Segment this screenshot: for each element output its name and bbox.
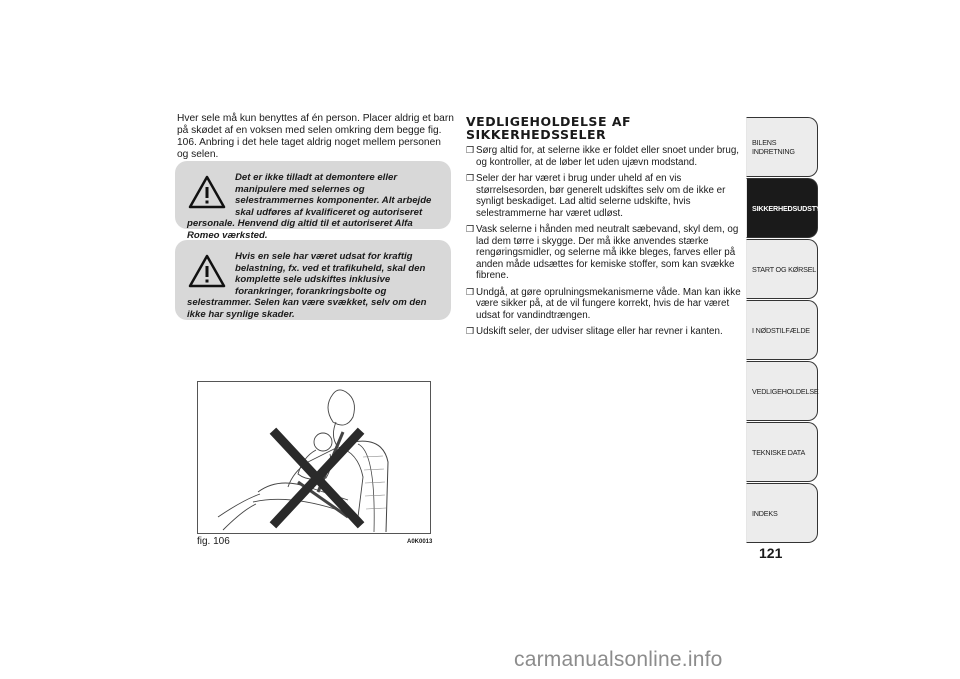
- tab-bilens-indretning[interactable]: BILENS INDRETNING: [746, 117, 818, 177]
- list-item: [466, 287, 746, 322]
- list-item: [466, 145, 746, 168]
- maintenance-list: [466, 145, 746, 343]
- checkbox-bullet-icon: ❒: [466, 224, 475, 234]
- checkbox-bullet-icon: ❒: [466, 145, 475, 155]
- tab-i-nodstilfaelde[interactable]: I NØDSTILFÆLDE: [746, 300, 818, 360]
- list-item: [466, 326, 746, 338]
- tab-vedligeholdelse[interactable]: VEDLIGEHOLDELSE: [746, 361, 818, 421]
- checkbox-bullet-icon: ❒: [466, 326, 475, 336]
- warning-text-1: Det er ikke tilladt at demontere eller manipulere med selernes og selestrammernes komponenter. Alt arbejde skal udføres af kvalificeret og autoriseret personale. Henvend dig altid til et autoriseret Alfa Romeo værksted.: [187, 172, 432, 241]
- intro-paragraph: Hver sele må kun benyttes af én person. Placer aldrig et barn på skødet af en voksen med selen omkring dem begge fig. 106. Anbring i det hele taget aldrig noget mellem personen og selen.: [177, 113, 454, 160]
- section-title-line-1: VEDLIGEHOLDELSE AF: [466, 114, 632, 129]
- tab-sikkerhedsudstyr[interactable]: SIKKERHEDSUDSTYR: [746, 178, 818, 238]
- figure-illustration: [197, 381, 431, 534]
- warning-box-1: [175, 161, 451, 241]
- list-item-text: Vask selerne i hånden med neutralt sæbevand, skyl dem, og lad dem tørre i skygge. Der må ikke anvendes stærke rengøringsmidler, og selerne må ikke bleges, farves eller på anden måde udsættes for kemiske stoffer, som kan svække fibrene.: [476, 224, 739, 281]
- tab-tekniske-data[interactable]: TEKNISKE DATA: [746, 422, 818, 482]
- checkbox-bullet-icon: ❒: [466, 286, 475, 297]
- checkbox-bullet-icon: ❒: [466, 173, 475, 183]
- figure-label: fig. 106: [197, 536, 230, 547]
- prohibited-cross-icon: [276, 434, 358, 522]
- list-item: [466, 173, 746, 219]
- seat-child-illustration: [198, 382, 431, 534]
- list-item-text: Sørg altid for, at selerne ikke er foldet eller snoet under brug, og kontroller, at de løber let uden ujævn modstand.: [476, 145, 740, 168]
- tab-start-og-korsel[interactable]: START OG KØRSEL: [746, 239, 818, 299]
- warning-box-2: [175, 240, 451, 320]
- list-item: [466, 224, 746, 282]
- chapter-tabs: [746, 117, 826, 544]
- warning-triangle-icon: [187, 253, 227, 289]
- tab-indeks[interactable]: INDEKS: [746, 483, 818, 543]
- warning-triangle-icon: [187, 174, 227, 210]
- section-title-line-2: SIKKERHEDSSELER: [466, 126, 607, 142]
- section-title: [466, 116, 631, 141]
- list-item-text: Seler der har været i brug under uheld af en vis størrelsesorden, bør generelt udskiftes selv om de ikke er synligt beskadiget. Lad altid selerne udskifte, hvis selestrammerne har været udløst.: [476, 173, 726, 219]
- watermark: carmanualsonline.info: [514, 648, 723, 671]
- list-item-text: Udskift seler, der udviser slitage eller har revner i kanten.: [476, 326, 723, 337]
- page-number: 121: [759, 545, 783, 561]
- list-item-text: Undgå, at gøre oprulningsmekanismerne våde. Man kan ikke være sikker på, at de vil fungere korrekt, hvis de har været udsat for vandindtrængen.: [476, 286, 741, 321]
- warning-text-2: Hvis en sele har været udsat for kraftig belastning, fx. ved et trafikuheld, skal den komplette sele udskiftes inklusive forankringer, forankringsbolte og selestrammer. Selen kan være svækket, selv om den ikke har synlige skader.: [187, 251, 427, 320]
- figure-code: A0K0013: [407, 539, 433, 545]
